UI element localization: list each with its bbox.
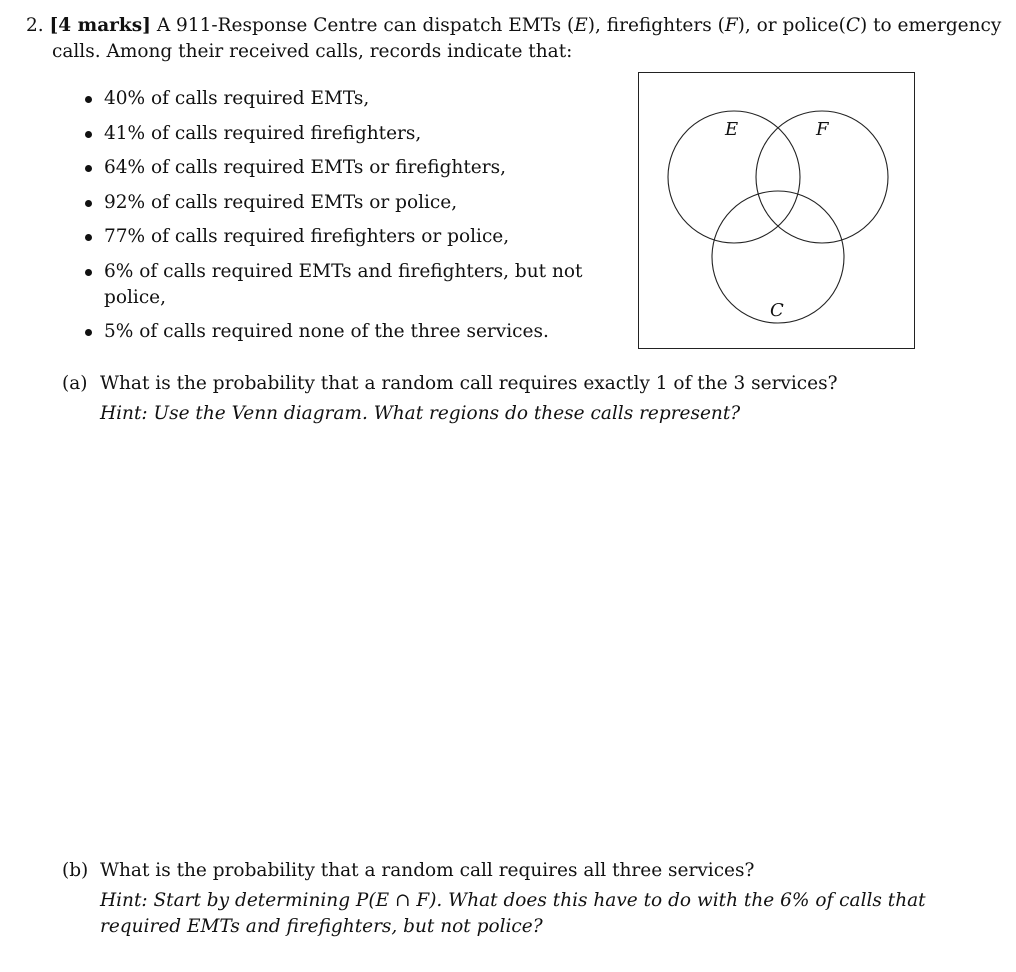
- part-b-question: What is the probability that a random call requires all three services?: [100, 860, 755, 881]
- facts-list: [80, 86, 600, 354]
- list-item: 77% of calls required firefighters or police,: [80, 224, 600, 250]
- list-item: 5% of calls required none of the three services.: [80, 319, 600, 345]
- list-item: 64% of calls required EMTs or firefighters,: [80, 155, 600, 181]
- part-b-label: (b): [62, 860, 89, 881]
- venn-diagram-box: [638, 72, 915, 349]
- question-text-1: A 911-Response Centre can dispatch EMTs (: [156, 15, 575, 36]
- symbol-C: C: [845, 15, 860, 36]
- list-item: 92% of calls required EMTs or police,: [80, 190, 600, 216]
- bullet-icon: [85, 329, 92, 336]
- bullet-icon: [85, 234, 92, 241]
- list-item: 41% of calls required firefighters,: [80, 121, 600, 147]
- question-text-2: ), firefighters (: [587, 15, 725, 36]
- part-b-hint-line-2: required EMTs and firefighters, but not police?: [100, 916, 543, 937]
- list-item: 40% of calls required EMTs,: [80, 86, 600, 112]
- symbol-E: E: [574, 15, 588, 36]
- label-F: F: [816, 119, 829, 140]
- question-text-4: ) to emergency: [860, 15, 1002, 36]
- list-item: 6% of calls required EMTs and firefighters, but not police,: [80, 259, 600, 311]
- part-b-hint-line-1: Hint: Start by determining P(E ∩ F). What does this have to do with the 6% of calls that: [100, 890, 926, 911]
- part-a-question: What is the probability that a random call requires exactly 1 of the 3 services?: [100, 373, 838, 394]
- label-C: C: [770, 300, 784, 321]
- label-E: E: [725, 119, 739, 140]
- question-number: 2.: [26, 15, 44, 36]
- question-line-2: calls. Among their received calls, records indicate that:: [52, 41, 573, 62]
- question-text-3: ), or police(: [737, 15, 846, 36]
- venn-diagram: [639, 73, 916, 350]
- question-line-1: [26, 14, 1001, 38]
- bullet-icon: [85, 165, 92, 172]
- question-marks: [4 marks]: [49, 15, 151, 36]
- bullet-icon: [85, 269, 92, 276]
- part-a-hint: Hint: Use the Venn diagram. What regions do these calls represent?: [100, 403, 741, 424]
- symbol-F: F: [724, 15, 738, 36]
- bullet-icon: [85, 131, 92, 138]
- bullet-icon: [85, 200, 92, 207]
- bullet-icon: [85, 96, 92, 103]
- part-a-label: (a): [62, 373, 88, 394]
